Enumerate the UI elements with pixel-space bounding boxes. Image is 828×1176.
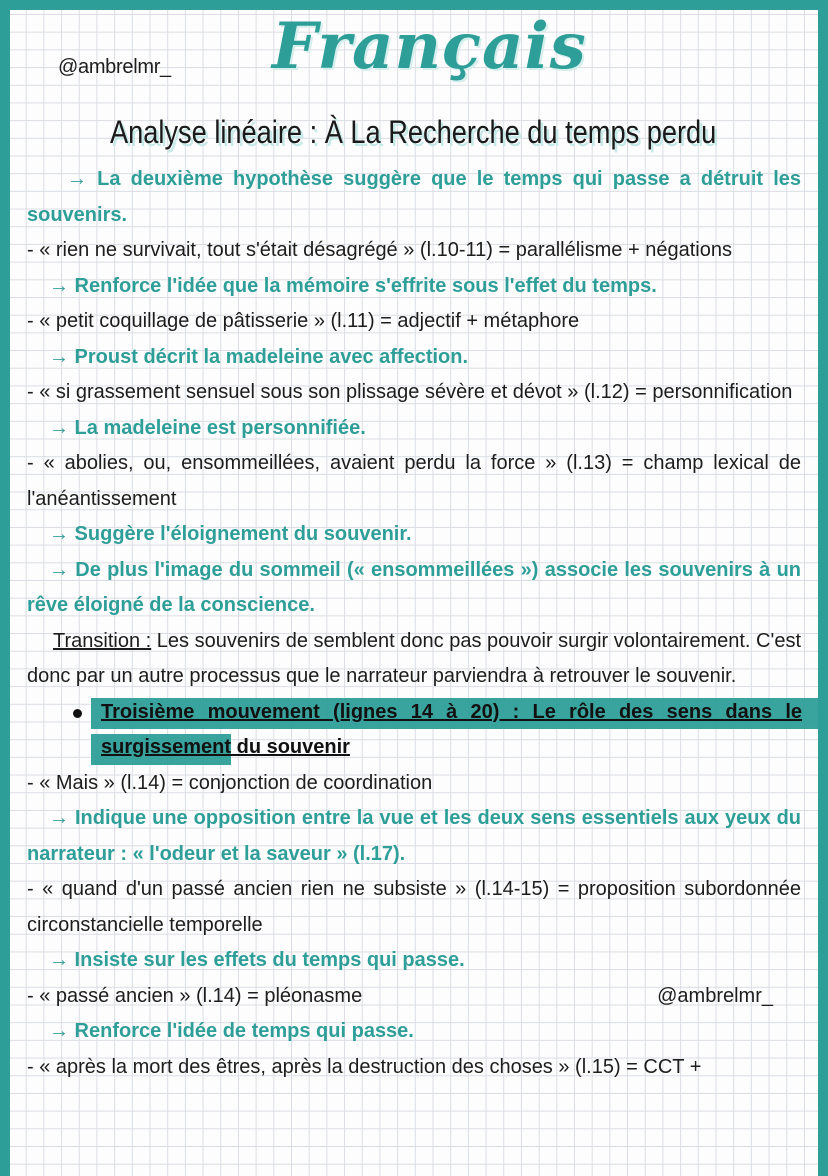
note-line-16: → Renforce l'idée de temps qui passe. bbox=[49, 1020, 414, 1042]
note-line-17: - « après la mort des êtres, après la destruction des choses » (l.15) = CCT + bbox=[27, 1055, 702, 1078]
author-handle-top: @ambrelmr_ bbox=[58, 56, 171, 78]
transition-text: Les souvenirs de semblent donc pas pouvoir surgir volontairement. C'est donc par un autre processus que le narrateur parviendra à retrouver le souvenir. bbox=[27, 629, 801, 687]
note-line-6: - « si grassement sensuel sous son plissage sévère et dévot » (l.12) = personnification bbox=[27, 381, 793, 403]
note-line-13: - « quand d'un passé ancien rien ne subsiste » (l.14-15) = proposition subordonnée circonstancielle temporelle bbox=[27, 878, 801, 936]
bullet-icon bbox=[73, 709, 82, 718]
note-line-3: → Renforce l'idée que la mémoire s'effrite sous l'effet du temps. bbox=[49, 274, 657, 297]
note-line-7: → La madeleine est personnifiée. bbox=[49, 416, 366, 439]
author-handle-bottom: @ambrelmr_ bbox=[657, 984, 773, 1007]
note-line-2: - « rien ne survivait, tout s'était désagrégé » (l.10-11) = parallélisme + négations bbox=[27, 239, 732, 261]
section-heading-text: Troisième mouvement (lignes 14 à 20) : Le rôle des sens dans le surgissement du souvenir bbox=[101, 700, 802, 758]
notes-body bbox=[27, 162, 801, 1085]
note-line-12: → Indique une opposition entre la vue et les deux sens essentiels aux yeux du narrateur : « l'odeur et la saveur » (l.17). bbox=[27, 807, 801, 865]
transition-label: Transition : bbox=[53, 629, 152, 652]
note-line-8: - « abolies, ou, ensommeillées, avaient perdu la force » (l.13) = champ lexical de l'anéantissement bbox=[27, 452, 801, 510]
page-subtitle: Analyse linéaire : À La Recherche du temps perdu bbox=[110, 114, 717, 150]
note-line-9: → Suggère l'éloignement du souvenir. bbox=[49, 523, 412, 545]
note-line-5: → Proust décrit la madeleine avec affection. bbox=[49, 345, 469, 368]
section-heading bbox=[49, 695, 806, 766]
page-title: Français bbox=[272, 9, 587, 84]
note-line-4: - « petit coquillage de pâtisserie » (l.11) = adjectif + métaphore bbox=[27, 310, 580, 332]
note-line-11: - « Mais » (l.14) = conjonction de coordination bbox=[27, 771, 433, 794]
note-line-10: → De plus l'image du sommeil (« ensommeillées ») associe les souvenirs à un rêve éloigné de la conscience. bbox=[27, 558, 801, 616]
note-line-1: → La deuxième hypothèse suggère que le temps qui passe a détruit les souvenirs. bbox=[27, 168, 801, 226]
note-line-15 bbox=[27, 979, 801, 1015]
note-line-15-text: - « passé ancien » (l.14) = pléonasme bbox=[27, 984, 363, 1007]
transition-paragraph bbox=[27, 624, 801, 695]
note-line-14: → Insiste sur les effets du temps qui passe. bbox=[49, 949, 465, 971]
